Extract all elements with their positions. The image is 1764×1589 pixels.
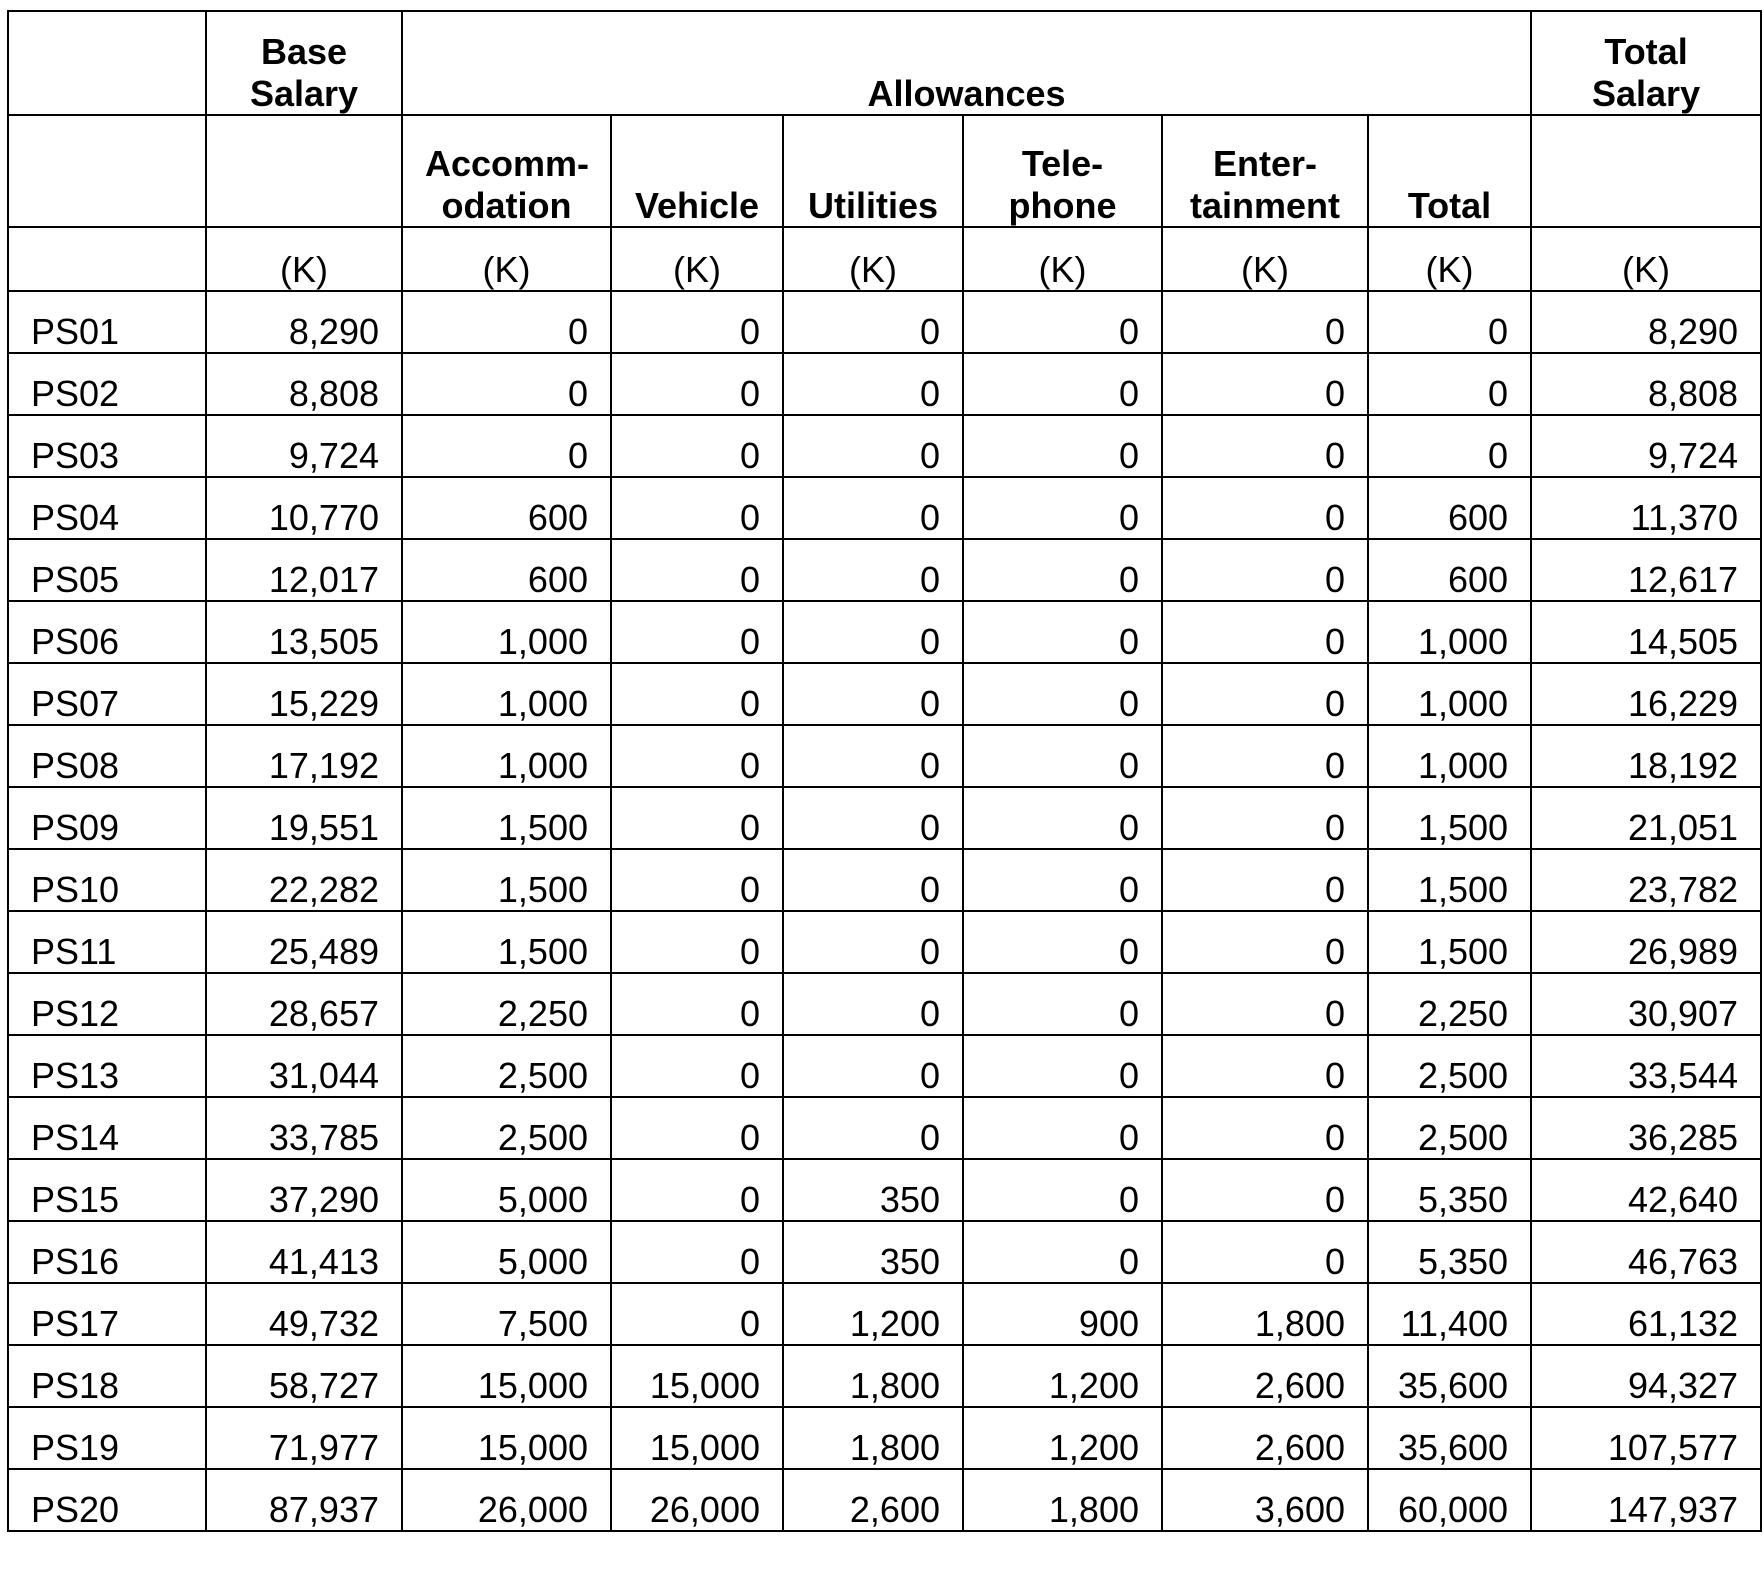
utilities-cell: 2,600 <box>783 1469 963 1531</box>
grade-code-cell: PS19 <box>8 1407 206 1469</box>
table-row <box>8 1035 1761 1097</box>
telephone-cell: 900 <box>963 1283 1162 1345</box>
allowance-total-cell: 2,250 <box>1368 973 1531 1035</box>
utilities-cell: 0 <box>783 601 963 663</box>
table-row <box>8 911 1761 973</box>
entertainment-cell: 1,800 <box>1162 1283 1368 1345</box>
vehicle-cell: 0 <box>611 911 783 973</box>
allowance-total-cell: 1,000 <box>1368 663 1531 725</box>
vehicle-cell: 0 <box>611 291 783 353</box>
table-row <box>8 1469 1761 1531</box>
allowance-total-cell: 1,000 <box>1368 601 1531 663</box>
entertainment-cell: 0 <box>1162 1159 1368 1221</box>
utilities-cell: 0 <box>783 539 963 601</box>
base-salary-cell: 13,505 <box>206 601 402 663</box>
grade-code-cell: PS09 <box>8 787 206 849</box>
total-salary-cell: 61,132 <box>1531 1283 1761 1345</box>
vehicle-cell: 0 <box>611 787 783 849</box>
allowance-total-cell: 1,500 <box>1368 911 1531 973</box>
entertainment-cell: 3,600 <box>1162 1469 1368 1531</box>
unit-label: (K) <box>1368 227 1531 291</box>
total-salary-cell: 8,808 <box>1531 353 1761 415</box>
accommodation-cell: 26,000 <box>402 1469 611 1531</box>
table-row <box>8 787 1761 849</box>
table-row <box>8 601 1761 663</box>
table-row <box>8 353 1761 415</box>
base-salary-cell: 8,808 <box>206 353 402 415</box>
total-salary-cell: 12,617 <box>1531 539 1761 601</box>
base-salary-cell: 22,282 <box>206 849 402 911</box>
allowance-total-cell: 0 <box>1368 415 1531 477</box>
utilities-cell: 0 <box>783 353 963 415</box>
entertainment-cell: 0 <box>1162 477 1368 539</box>
utilities-cell: 0 <box>783 415 963 477</box>
table-row <box>8 1345 1761 1407</box>
allowance-total-cell: 1,000 <box>1368 725 1531 787</box>
total-salary-cell: 147,937 <box>1531 1469 1761 1531</box>
vehicle-cell: 15,000 <box>611 1345 783 1407</box>
accommodation-cell: 2,500 <box>402 1035 611 1097</box>
base-salary-cell: 25,489 <box>206 911 402 973</box>
utilities-cell: 0 <box>783 849 963 911</box>
allowance-total-cell: 2,500 <box>1368 1097 1531 1159</box>
grade-code-cell: PS13 <box>8 1035 206 1097</box>
header-allowances: Allowances <box>402 11 1531 115</box>
allowance-total-cell: 1,500 <box>1368 787 1531 849</box>
table-row <box>8 1407 1761 1469</box>
telephone-cell: 0 <box>963 787 1162 849</box>
accommodation-cell: 7,500 <box>402 1283 611 1345</box>
base-salary-cell: 15,229 <box>206 663 402 725</box>
unit-label: (K) <box>206 227 402 291</box>
accommodation-cell: 1,000 <box>402 725 611 787</box>
header-total-salary: Total Salary <box>1531 11 1761 115</box>
vehicle-cell: 0 <box>611 973 783 1035</box>
vehicle-cell: 0 <box>611 663 783 725</box>
base-salary-cell: 71,977 <box>206 1407 402 1469</box>
utilities-cell: 0 <box>783 1097 963 1159</box>
table-row <box>8 539 1761 601</box>
telephone-cell: 0 <box>963 415 1162 477</box>
total-salary-cell: 18,192 <box>1531 725 1761 787</box>
vehicle-cell: 0 <box>611 1035 783 1097</box>
total-salary-cell: 94,327 <box>1531 1345 1761 1407</box>
vehicle-cell: 0 <box>611 1097 783 1159</box>
accommodation-cell: 1,500 <box>402 787 611 849</box>
telephone-cell: 0 <box>963 477 1162 539</box>
vehicle-cell: 0 <box>611 1159 783 1221</box>
entertainment-cell: 0 <box>1162 911 1368 973</box>
table-row <box>8 1159 1761 1221</box>
grade-code-cell: PS08 <box>8 725 206 787</box>
telephone-cell: 0 <box>963 1035 1162 1097</box>
allowance-total-cell: 60,000 <box>1368 1469 1531 1531</box>
vehicle-cell: 0 <box>611 353 783 415</box>
accommodation-cell: 0 <box>402 291 611 353</box>
grade-code-cell: PS12 <box>8 973 206 1035</box>
entertainment-cell: 0 <box>1162 601 1368 663</box>
utilities-cell: 0 <box>783 911 963 973</box>
allowance-total-cell: 35,600 <box>1368 1407 1531 1469</box>
allowance-total-cell: 0 <box>1368 353 1531 415</box>
header-entertainment: Enter- tainment <box>1162 115 1368 227</box>
unit-label: (K) <box>1162 227 1368 291</box>
entertainment-cell: 2,600 <box>1162 1345 1368 1407</box>
entertainment-cell: 0 <box>1162 415 1368 477</box>
accommodation-cell: 1,000 <box>402 663 611 725</box>
accommodation-cell: 15,000 <box>402 1345 611 1407</box>
table-row <box>8 477 1761 539</box>
utilities-cell: 0 <box>783 1035 963 1097</box>
allowance-total-cell: 600 <box>1368 539 1531 601</box>
total-salary-cell: 14,505 <box>1531 601 1761 663</box>
utilities-cell: 350 <box>783 1221 963 1283</box>
telephone-cell: 0 <box>963 1221 1162 1283</box>
total-salary-cell: 8,290 <box>1531 291 1761 353</box>
vehicle-cell: 0 <box>611 415 783 477</box>
utilities-cell: 350 <box>783 1159 963 1221</box>
telephone-cell: 1,200 <box>963 1345 1162 1407</box>
entertainment-cell: 0 <box>1162 1221 1368 1283</box>
allowance-total-cell: 1,500 <box>1368 849 1531 911</box>
utilities-cell: 1,200 <box>783 1283 963 1345</box>
utilities-cell: 1,800 <box>783 1345 963 1407</box>
unit-label: (K) <box>783 227 963 291</box>
total-salary-cell: 9,724 <box>1531 415 1761 477</box>
entertainment-cell: 0 <box>1162 353 1368 415</box>
telephone-cell: 0 <box>963 911 1162 973</box>
vehicle-cell: 0 <box>611 725 783 787</box>
grade-code-cell: PS11 <box>8 911 206 973</box>
base-salary-cell: 49,732 <box>206 1283 402 1345</box>
total-salary-cell: 26,989 <box>1531 911 1761 973</box>
allowance-total-cell: 2,500 <box>1368 1035 1531 1097</box>
header-blank-cell <box>1531 115 1761 227</box>
table-header <box>8 11 1761 291</box>
table-row <box>8 291 1761 353</box>
grade-code-cell: PS07 <box>8 663 206 725</box>
header-row-groups <box>8 11 1761 115</box>
allowance-total-cell: 5,350 <box>1368 1221 1531 1283</box>
vehicle-cell: 0 <box>611 477 783 539</box>
total-salary-cell: 107,577 <box>1531 1407 1761 1469</box>
telephone-cell: 0 <box>963 1159 1162 1221</box>
grade-code-cell: PS15 <box>8 1159 206 1221</box>
total-salary-cell: 16,229 <box>1531 663 1761 725</box>
vehicle-cell: 0 <box>611 849 783 911</box>
table-row <box>8 415 1761 477</box>
base-salary-cell: 58,727 <box>206 1345 402 1407</box>
total-salary-cell: 21,051 <box>1531 787 1761 849</box>
allowance-total-cell: 11,400 <box>1368 1283 1531 1345</box>
accommodation-cell: 0 <box>402 353 611 415</box>
telephone-cell: 0 <box>963 291 1162 353</box>
entertainment-cell: 0 <box>1162 1035 1368 1097</box>
total-salary-cell: 30,907 <box>1531 973 1761 1035</box>
grade-code-cell: PS04 <box>8 477 206 539</box>
entertainment-cell: 0 <box>1162 725 1368 787</box>
base-salary-cell: 41,413 <box>206 1221 402 1283</box>
unit-label: (K) <box>1531 227 1761 291</box>
accommodation-cell: 0 <box>402 415 611 477</box>
table-body <box>8 291 1761 1531</box>
accommodation-cell: 1,000 <box>402 601 611 663</box>
total-salary-cell: 23,782 <box>1531 849 1761 911</box>
base-salary-cell: 8,290 <box>206 291 402 353</box>
entertainment-cell: 0 <box>1162 849 1368 911</box>
accommodation-cell: 600 <box>402 477 611 539</box>
utilities-cell: 0 <box>783 725 963 787</box>
accommodation-cell: 600 <box>402 539 611 601</box>
entertainment-cell: 0 <box>1162 1097 1368 1159</box>
header-blank-cell <box>206 115 402 227</box>
base-salary-cell: 19,551 <box>206 787 402 849</box>
unit-label: (K) <box>611 227 783 291</box>
accommodation-cell: 1,500 <box>402 911 611 973</box>
entertainment-cell: 0 <box>1162 663 1368 725</box>
vehicle-cell: 0 <box>611 539 783 601</box>
table-row <box>8 725 1761 787</box>
grade-code-cell: PS02 <box>8 353 206 415</box>
header-blank-cell <box>8 115 206 227</box>
header-accommodation: Accomm- odation <box>402 115 611 227</box>
header-vehicle: Vehicle <box>611 115 783 227</box>
table-row <box>8 1221 1761 1283</box>
grade-code-cell: PS16 <box>8 1221 206 1283</box>
unit-label: (K) <box>402 227 611 291</box>
utilities-cell: 0 <box>783 477 963 539</box>
accommodation-cell: 15,000 <box>402 1407 611 1469</box>
vehicle-cell: 0 <box>611 1221 783 1283</box>
base-salary-cell: 10,770 <box>206 477 402 539</box>
accommodation-cell: 5,000 <box>402 1159 611 1221</box>
base-salary-cell: 33,785 <box>206 1097 402 1159</box>
base-salary-cell: 12,017 <box>206 539 402 601</box>
grade-code-cell: PS18 <box>8 1345 206 1407</box>
telephone-cell: 0 <box>963 601 1162 663</box>
header-allowance-total: Total <box>1368 115 1531 227</box>
utilities-cell: 0 <box>783 663 963 725</box>
allowance-total-cell: 5,350 <box>1368 1159 1531 1221</box>
telephone-cell: 0 <box>963 539 1162 601</box>
header-base-salary: Base Salary <box>206 11 402 115</box>
telephone-cell: 0 <box>963 353 1162 415</box>
utilities-cell: 1,800 <box>783 1407 963 1469</box>
allowance-total-cell: 600 <box>1368 477 1531 539</box>
telephone-cell: 0 <box>963 663 1162 725</box>
table-row <box>8 973 1761 1035</box>
table-row <box>8 663 1761 725</box>
accommodation-cell: 2,500 <box>402 1097 611 1159</box>
telephone-cell: 1,800 <box>963 1469 1162 1531</box>
allowance-total-cell: 35,600 <box>1368 1345 1531 1407</box>
header-row-units <box>8 227 1761 291</box>
table-row <box>8 1097 1761 1159</box>
grade-code-cell: PS10 <box>8 849 206 911</box>
total-salary-cell: 33,544 <box>1531 1035 1761 1097</box>
telephone-cell: 0 <box>963 849 1162 911</box>
grade-code-cell: PS01 <box>8 291 206 353</box>
vehicle-cell: 15,000 <box>611 1407 783 1469</box>
total-salary-cell: 46,763 <box>1531 1221 1761 1283</box>
accommodation-cell: 5,000 <box>402 1221 611 1283</box>
utilities-cell: 0 <box>783 291 963 353</box>
utilities-cell: 0 <box>783 787 963 849</box>
base-salary-cell: 9,724 <box>206 415 402 477</box>
header-utilities: Utilities <box>783 115 963 227</box>
header-telephone: Tele- phone <box>963 115 1162 227</box>
header-row-columns <box>8 115 1761 227</box>
entertainment-cell: 0 <box>1162 973 1368 1035</box>
grade-code-cell: PS06 <box>8 601 206 663</box>
base-salary-cell: 31,044 <box>206 1035 402 1097</box>
entertainment-cell: 0 <box>1162 291 1368 353</box>
telephone-cell: 0 <box>963 973 1162 1035</box>
entertainment-cell: 2,600 <box>1162 1407 1368 1469</box>
allowance-total-cell: 0 <box>1368 291 1531 353</box>
unit-label: (K) <box>963 227 1162 291</box>
base-salary-cell: 28,657 <box>206 973 402 1035</box>
accommodation-cell: 2,250 <box>402 973 611 1035</box>
header-blank-cell <box>8 11 206 115</box>
total-salary-cell: 11,370 <box>1531 477 1761 539</box>
vehicle-cell: 0 <box>611 1283 783 1345</box>
grade-code-cell: PS20 <box>8 1469 206 1531</box>
total-salary-cell: 42,640 <box>1531 1159 1761 1221</box>
grade-code-cell: PS14 <box>8 1097 206 1159</box>
table-row <box>8 1283 1761 1345</box>
grade-code-cell: PS17 <box>8 1283 206 1345</box>
total-salary-cell: 36,285 <box>1531 1097 1761 1159</box>
telephone-cell: 1,200 <box>963 1407 1162 1469</box>
utilities-cell: 0 <box>783 973 963 1035</box>
base-salary-cell: 17,192 <box>206 725 402 787</box>
grade-code-cell: PS05 <box>8 539 206 601</box>
header-blank-cell <box>8 227 206 291</box>
telephone-cell: 0 <box>963 725 1162 787</box>
table-row <box>8 849 1761 911</box>
telephone-cell: 0 <box>963 1097 1162 1159</box>
salary-table <box>7 10 1762 1532</box>
base-salary-cell: 87,937 <box>206 1469 402 1531</box>
accommodation-cell: 1,500 <box>402 849 611 911</box>
vehicle-cell: 26,000 <box>611 1469 783 1531</box>
vehicle-cell: 0 <box>611 601 783 663</box>
entertainment-cell: 0 <box>1162 539 1368 601</box>
base-salary-cell: 37,290 <box>206 1159 402 1221</box>
grade-code-cell: PS03 <box>8 415 206 477</box>
entertainment-cell: 0 <box>1162 787 1368 849</box>
